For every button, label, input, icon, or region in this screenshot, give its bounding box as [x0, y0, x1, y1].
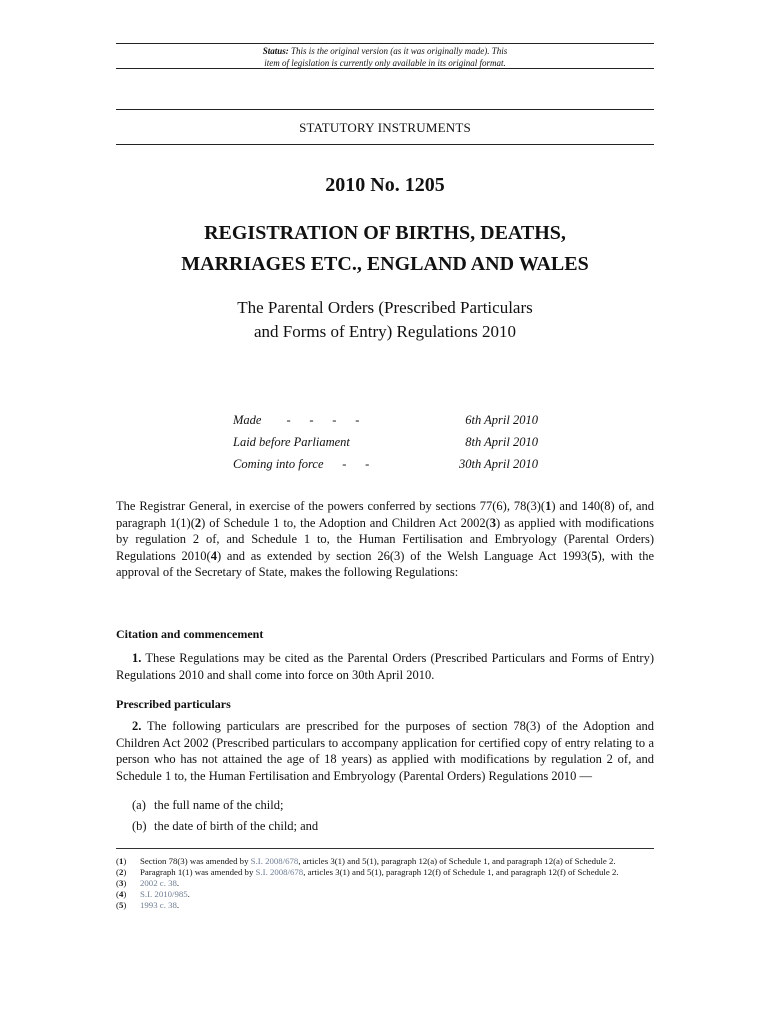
- legislation-link[interactable]: S.I. 2010/985: [140, 889, 188, 900]
- subject-line-1: REGISTRATION OF BIRTHS, DEATHS,: [204, 222, 566, 244]
- series-heading: STATUTORY INSTRUMENTS: [299, 120, 471, 135]
- status-label: Status:: [262, 46, 289, 56]
- regulation-number: 1.: [132, 651, 142, 665]
- preamble-paragraph: [116, 498, 654, 581]
- footnote: [116, 867, 654, 878]
- footnote-key: (1): [116, 856, 127, 866]
- legislation-link[interactable]: S.I. 2008/678: [255, 867, 304, 878]
- date-row-in-force: [233, 453, 538, 475]
- date-row-made: [233, 409, 538, 431]
- list-item: [132, 797, 283, 813]
- footnote-text: 1993 c. 38.: [140, 900, 180, 911]
- list-item: [132, 818, 318, 834]
- footnote: [116, 878, 654, 889]
- status-top-rule: [116, 43, 654, 44]
- footnotes: [116, 856, 654, 911]
- legislation-link[interactable]: 1993 c. 38: [140, 900, 177, 911]
- legislation-link[interactable]: S.I. 2008/678: [250, 856, 299, 866]
- regulation-text: These Regulations may be cited as the Parental Orders (Prescribed Particulars and Forms of Entry) Regulations 2010 and shall come into force on 30th April 2010.: [116, 651, 654, 682]
- subject-line-2: MARRIAGES ETC., ENGLAND AND WALES: [181, 253, 589, 275]
- footnote-marker[interactable]: 5: [591, 548, 598, 563]
- item-text: the date of birth of the child; and: [154, 819, 319, 833]
- footnote-key: (5): [116, 900, 127, 911]
- footnote-key: (2): [116, 867, 127, 878]
- regulation-1: [116, 650, 654, 683]
- footnote-marker[interactable]: 2: [194, 515, 202, 530]
- header-top-rule: [116, 109, 654, 110]
- particulars-heading: Prescribed particulars: [116, 697, 231, 711]
- title-line-2: and Forms of Entry) Regulations 2010: [253, 322, 517, 341]
- preamble-text: ) and 140(8) of, and paragraph 1(1)(: [116, 499, 655, 530]
- item-text: the full name of the child;: [154, 798, 284, 812]
- regulation-title: [116, 296, 654, 344]
- footnote-text: Section 78(3) was amended by S.I. 2008/678, articles 3(1) and 5(1), paragraph 12(a) of Schedule 1, and paragraph 12(a) of Schedule 2.: [140, 856, 616, 866]
- regulation-text: The following particulars are prescribed for the purposes of section 78(3) of the Adoption and Children Act 2002 (Prescribed particulars to accompany application for certified copy of entry relating to a person who has not attained the age of 18 years) as applied with modifications by regulation 2 of, and Schedule 1 to, the Human Fertilisation and Embryology (Parental Orders) Regulations 2010 —: [116, 719, 654, 783]
- header-bottom-rule: [116, 144, 654, 145]
- footnote-marker[interactable]: 4: [210, 548, 217, 563]
- preamble-text: ), with the approval of the Secretary of State, makes the following Regulations:: [116, 548, 654, 580]
- footnote-key: (3): [116, 878, 127, 889]
- footnote-marker[interactable]: 1: [545, 499, 552, 513]
- subject-heading: [116, 218, 654, 280]
- footnote: [116, 900, 654, 911]
- date-value: 30th April 2010: [459, 457, 538, 471]
- footnote-key: (4): [116, 889, 127, 900]
- footnote: [116, 856, 654, 867]
- footnote-text: Paragraph 1(1) was amended by S.I. 2008/678, articles 3(1) and 5(1), paragraph 12(f) of Schedule 1, and paragraph 12(f) of Schedule 2.: [140, 867, 619, 878]
- date-row-laid: [233, 431, 538, 453]
- footnote-rule: [116, 848, 654, 849]
- regulation-number: 2.: [132, 719, 142, 733]
- title-line-1: The Parental Orders (Prescribed Particulars: [237, 298, 533, 317]
- regulation-2: [116, 718, 654, 784]
- document-page: [116, 0, 654, 1024]
- status-text-line1: This is the original version (as it was originally made). This: [291, 46, 508, 56]
- status-text-line2: item of legislation is currently only available in its original format.: [264, 58, 506, 68]
- status-bottom-rule: [116, 68, 654, 69]
- preamble-text: The Registrar General, in exercise of the powers conferred by sections 77(6), 78(3)(: [116, 499, 546, 513]
- instrument-number: 2010 No. 1205: [325, 174, 445, 196]
- date-label: Laid before Parliament: [233, 435, 350, 449]
- date-label: Coming into force - -: [233, 457, 370, 471]
- preamble-text: ) of Schedule 1 to, the Adoption and Children Act 2002(: [201, 515, 490, 530]
- footnote: [116, 889, 654, 900]
- preamble-text: ) and as extended by section 26(3) of the Welsh Language Act 1993(: [216, 548, 592, 563]
- citation-heading: Citation and commencement: [116, 627, 264, 641]
- date-value: 6th April 2010: [465, 413, 538, 427]
- date-label: Made - - - -: [233, 413, 360, 427]
- date-value: 8th April 2010: [465, 435, 538, 449]
- dates-table: [233, 409, 538, 475]
- footnote-marker[interactable]: 3: [489, 515, 497, 530]
- footnote-text: S.I. 2010/985.: [140, 889, 190, 900]
- legislation-link[interactable]: 2002 c. 38: [140, 878, 177, 889]
- status-notice: [116, 45, 654, 69]
- footnote-text: 2002 c. 38.: [140, 878, 180, 889]
- item-key: (b): [132, 819, 147, 833]
- item-key: (a): [132, 798, 146, 812]
- preamble-text: ) as applied with modifications by regulation 2 of, and Schedule 1 to, the Human Fertilisation and Embryology (Parental Orders) Regulations 2010(: [116, 515, 654, 563]
